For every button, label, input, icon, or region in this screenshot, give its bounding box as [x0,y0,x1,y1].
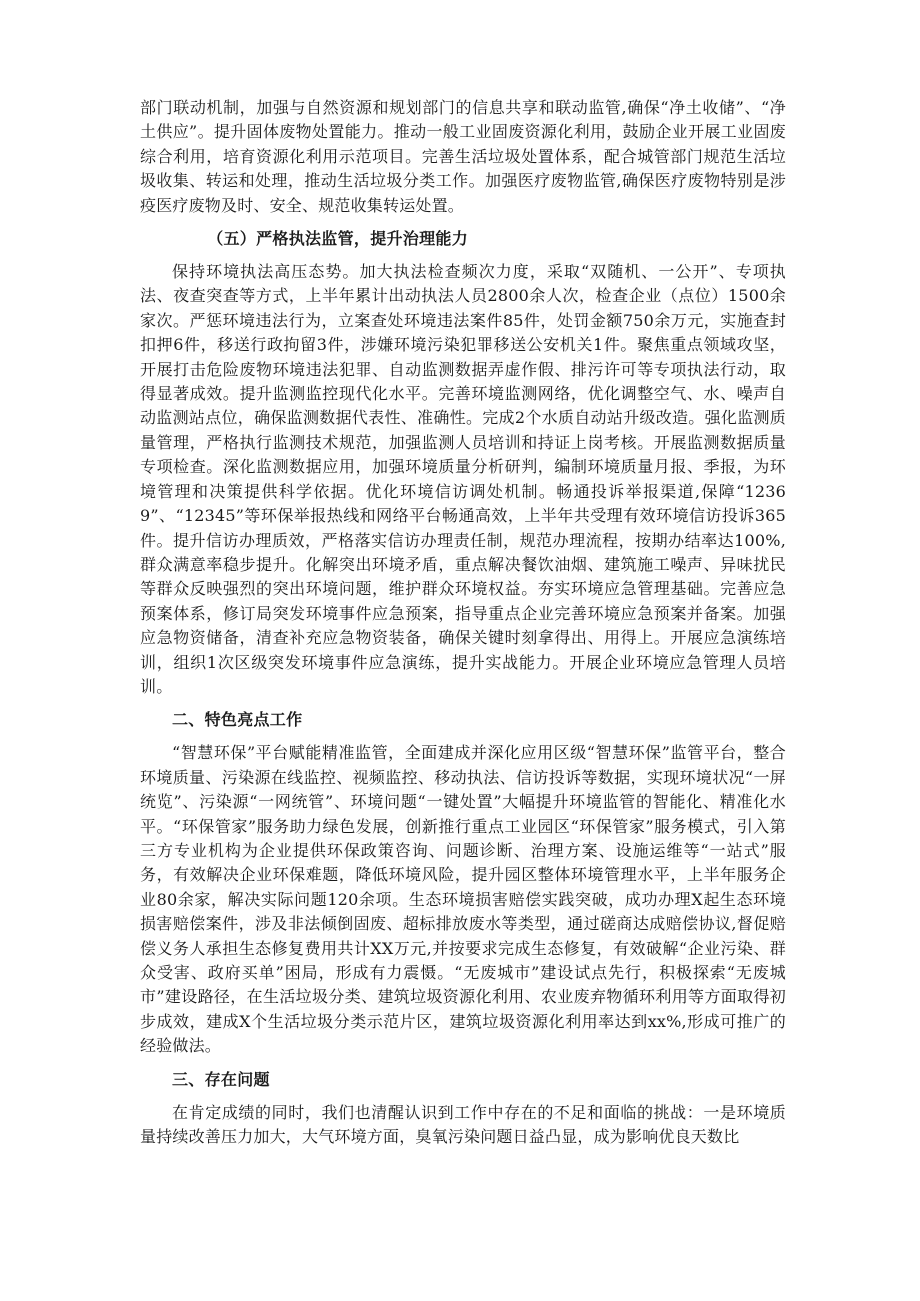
heading-highlights: 二、特色亮点工作 [172,710,303,730]
heading-law-enforcement: （五）严格执法监管，提升治理能力 [207,229,468,249]
document-page [140,96,786,1149]
paragraph-problems: 在肯定成绩的同时，我们也清醒认识到工作中存在的不足和面临的挑战：一是环境质量持续改善压力加大，大气环境方面，臭氧污染问题日益凸显，成为影响优良天数比 [140,1102,786,1147]
heading-problems: 三、存在问题 [172,1069,270,1089]
paragraph-solid-waste: 部门联动机制，加强与自然资源和规划部门的信息共享和联动监管,确保“净土收储”、“净土供应”。提升固体废物处置能力。推动一般工业固废资源化利用，鼓励企业开展工业固废综合利用，培育资源化利用示范项目。完善生活垃圾处置体系，配合城管部门规范生活垃圾收集、转运和处理，推动生活垃圾分类工作。加强医疗废物监管,确保医疗废物特别是涉疫医疗废物及时、安全、规范收集转运处置。 [140,98,786,215]
paragraph-highlights: “智慧环保”平台赋能精准监管，全面建成并深化应用区级“智慧环保”监管平台，整合环境质量、污染源在线监控、视频监控、移动执法、信访投诉等数据，实现环境状况“一屏统览”、污染源“一网统管”、环境问题“一键处置”大幅提升环境监管的智能化、精准化水平。“环保管家”服务助力绿色发展，创新推行重点工业园区“环保管家”服务模式，引入第三方专业机构为企业提供环保政策咨询、问题诊断、治理方案、设施运维等“一站式”服务，有效解决企业环保难题，降低环境风险，提升园区整体环境管理水平，上半年服务企业80余家，解决实际问题120余项。生态环境损害赔偿实践突破，成功办理X起生态环境损害赔偿案件，涉及非法倾倒固废、超标排放废水等类型，通过磋商达成赔偿协议,督促赔偿义务人承担生态修复费用共计XX万元,并按要求完成生态修复，有效破解“企业污染、群众受害、政府买单”困局，形成有力震慑。“无废城市”建设试点先行，积极探索“无废城市”建设路径，在生活垃圾分类、建筑垃圾资源化利用、农业废弃物循环利用等方面取得初步成效，建成X个生活垃圾分类示范片区，建筑垃圾资源化利用率达到xx%,形成可推广的经验做法。 [140,743,786,1056]
paragraph-law-enforcement: 保持环境执法高压态势。加大执法检查频次力度，采取“双随机、一公开”、专项执法、夜查突查等方式，上半年累计出动执法人员2800余人次，检查企业（点位）1500余家次。严惩环境违法行为，立案查处环境违法案件85件，处罚金额750余万元，实施查封扣押6件，移送行政拘留3件，涉嫌环境污染犯罪移送公安机关1件。聚焦重点领域攻坚，开展打击危险废物环境违法犯罪、自动监测数据弄虚作假、排污许可等专项执法行动，取得显著成效。提升监测监控现代化水平。完善环境监测网络，优化调整空气、水、噪声自动监测站点位，确保监测数据代表性、准确性。完成2个水质自动站升级改造。强化监测质量管理，严格执行监测技术规范，加强监测人员培训和持证上岗考核。开展监测数据质量专项检查。深化监测数据应用，加强环境质量分析研判，编制环境质量月报、季报，为环境管理和决策提供科学依据。优化环境信访调处机制。畅通投诉举报渠道,保障“12369”、“12345”等环保举报热线和网络平台畅通高效，上半年共受理有效环境信访投诉365件。提升信访办理质效，严格落实信访办理责任制，规范办理流程，按期办结率达100%,群众满意率稳步提升。化解突出环境矛盾，重点解决餐饮油烟、建筑施工噪声、异味扰民等群众反映强烈的突出环境问题，维护群众环境权益。夯实环境应急管理基础。完善应急预案体系，修订局突发环境事件应急预案，指导重点企业完善环境应急预案并备案。加强应急物资储备，清查补充应急物资装备，确保关键时刻拿得出、用得上。开展应急演练培训，组织1次区级突发环境事件应急演练，提升实战能力。开展企业环境应急管理人员培训。 [140,262,786,696]
